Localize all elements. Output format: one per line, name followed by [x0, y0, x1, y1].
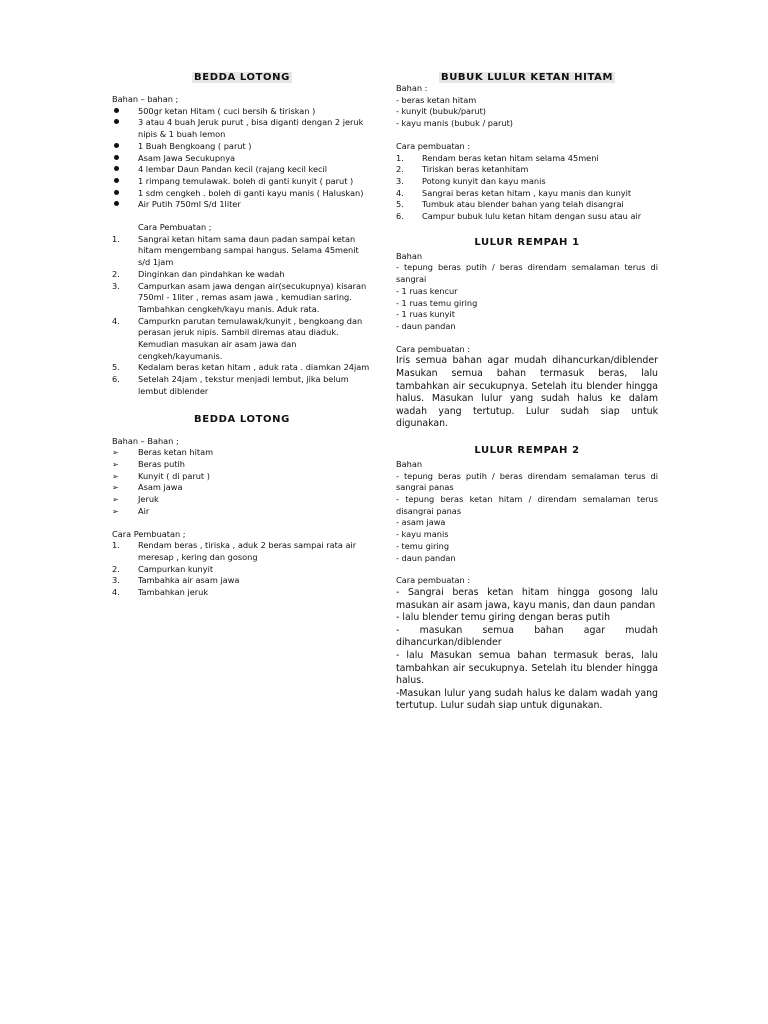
cara-label: Cara pembuatan :: [396, 343, 471, 354]
step-number: 1.: [112, 540, 120, 551]
ingredient-item-text: Kunyit ( di parut ): [138, 470, 210, 481]
bullet-icon: [114, 190, 119, 195]
ingredient-item: [112, 141, 372, 153]
step-number: 2.: [112, 563, 120, 574]
bahan-label: Bahan – Bahan ;: [112, 435, 179, 446]
ingredient-item-text: Jeruk: [138, 494, 159, 505]
step-item-text: Dinginkan dan pindahkan ke wadah: [138, 268, 285, 279]
step-number: 4.: [112, 587, 120, 598]
step-number: 2.: [112, 268, 120, 279]
ingredient-item-text: 1 rimpang temulawak. boleh di ganti kunyit ( parut ): [138, 175, 354, 186]
ingredient-item: [112, 199, 372, 211]
ingredient-item: - kayu manis (bubuk / parut): [396, 118, 513, 129]
step-number: 1.: [396, 152, 404, 163]
ingredient-list: [112, 447, 372, 517]
method-item: - lalu Masukan semua bahan termasuk beras, lalu tambahkan air secukupnya. Setelah itu blender hingga halus.: [396, 649, 658, 687]
ingredient-item: [112, 176, 372, 188]
arrow-bullet-icon: ➢: [112, 459, 119, 469]
method-item: - masukan semua bahan agar mudah dihancurkan/diblender: [396, 624, 658, 649]
section-title: BEDDA LOTONG: [194, 72, 290, 83]
method-list: [396, 587, 658, 713]
step-item: [112, 234, 372, 269]
ingredient-item: - daun pandan: [396, 552, 456, 563]
ingredient-item: - daun pandan: [396, 320, 456, 331]
step-item-text: Rendam beras , tiriska , aduk 2 beras sampai rata air meresap , kering dan gosong: [138, 540, 357, 562]
ingredient-item: [112, 494, 372, 506]
arrow-bullet-icon: ➢: [112, 483, 119, 493]
ingredient-item: - tepung beras ketan hitam / direndam semalaman terus disangrai panas: [396, 494, 658, 516]
ingredient-item: [112, 482, 372, 494]
step-number: 6.: [396, 211, 404, 222]
ingredient-item-text: Asam jawa: [138, 482, 183, 493]
step-item: [396, 211, 658, 223]
step-item-text: Tiriskan beras ketanhitam: [422, 164, 529, 175]
bullet-icon: [114, 155, 119, 160]
step-item: [112, 269, 372, 281]
ingredient-item-text: Beras ketan hitam: [138, 447, 214, 458]
step-item: [112, 374, 372, 397]
ingredient-item: - 1 ruas kencur: [396, 285, 458, 296]
method-paragraph: Iris semua bahan agar mudah dihancurkan/diblender Masukan semua bahan termasuk beras, lalu tambahkan air secukupnya. Setelah itu blender hingga halus. Masukan lulur yang sudah halus ke dalam wadah yang tertutup. Lulur sudah siap untuk digunakan.: [396, 355, 658, 430]
cara-label: Cara Pembuatan ;: [138, 222, 212, 233]
step-item-text: Campurkan kunyit: [138, 563, 214, 574]
arrow-bullet-icon: ➢: [112, 506, 119, 516]
step-item: [112, 281, 372, 316]
ingredient-item-text: Beras putih: [138, 458, 185, 469]
step-item-text: Sangrai ketan hitam sama daun padan sampai ketan hitam mengembang sampai hangus. Selama 45menit s/d 1jam: [138, 233, 359, 268]
ingredient-item: - temu giring: [396, 540, 450, 551]
step-number: 6.: [112, 374, 120, 385]
step-item: [112, 316, 372, 363]
ingredient-item: [112, 117, 372, 140]
step-number: 3.: [112, 575, 120, 586]
ingredient-item: [112, 447, 372, 459]
step-item: [396, 164, 658, 176]
ingredient-item: - kunyit (bubuk/parut): [396, 106, 486, 117]
step-item: [396, 153, 658, 165]
arrow-bullet-icon: ➢: [112, 495, 119, 505]
arrow-bullet-icon: ➢: [112, 471, 119, 481]
ingredient-item: [112, 153, 372, 165]
bahan-label: Bahan – bahan ;: [112, 94, 179, 104]
step-item-text: Potong kunyit dan kayu manis: [422, 175, 546, 186]
section-title: BUBUK LULUR KETAN HITAM: [440, 72, 613, 83]
bahan-label: Bahan :: [396, 83, 428, 93]
arrow-bullet-icon: ➢: [112, 448, 119, 458]
cara-label: Cara pembuatan :: [396, 140, 471, 151]
bullet-icon: [114, 143, 119, 148]
ingredient-item: [112, 106, 372, 118]
step-item: [396, 188, 658, 200]
ingredient-item-text: 1 Buah Bengkoang ( parut ): [138, 140, 252, 151]
left-column: [112, 72, 372, 599]
step-number: 5.: [112, 362, 120, 373]
step-number: 4.: [112, 315, 120, 326]
ingredient-item-text: 3 atau 4 buah Jeruk purut , bisa diganti dengan 2 jeruk nipis & 1 buah lemon: [138, 117, 364, 140]
section-title: LULUR REMPAH 2: [474, 444, 580, 456]
cara-label: Cara pembuatan :: [396, 575, 471, 586]
step-item-text: Rendam beras ketan hitam selama 45meni: [422, 152, 599, 163]
step-item-text: Tumbuk atau blender bahan yang telah disangrai: [422, 199, 624, 210]
step-item: [112, 575, 372, 587]
ingredient-item-text: 500gr ketan Hitam ( cuci bersih & tiriskan ): [138, 105, 316, 116]
ingredient-item: - kayu manis: [396, 529, 449, 540]
step-item-text: Sangrai beras ketan hitam , kayu manis dan kunyit: [422, 187, 632, 198]
method-item: -Masukan lulur yang sudah halus ke dalam wadah yang tertutup. Lulur sudah siap untuk digunakan.: [396, 687, 658, 712]
step-item-text: Campurkan asam jawa dengan air(secukupnya) kisaran 750ml - 1liter , remas asam jawa , kemudian saring. Tambahkan cengkeh/kayu manis. Aduk rata.: [138, 280, 367, 314]
step-number: 4.: [396, 187, 404, 198]
step-number: 1.: [112, 233, 120, 244]
section-title: LULUR REMPAH 1: [474, 236, 580, 248]
steps-list: [112, 234, 372, 398]
step-item: [112, 564, 372, 576]
ingredient-item-text: Asam Jawa Secukupnya: [138, 152, 236, 163]
bahan-label: Bahan: [396, 250, 423, 261]
method-item: - lalu blender temu giring dengan beras putih: [396, 612, 611, 624]
ingredient-item: - 1 ruas temu giring: [396, 297, 478, 308]
ingredient-item: - tepung beras putih / beras direndam semalaman terus di sangrai: [396, 262, 658, 285]
step-item: [396, 199, 658, 211]
bullet-icon: [114, 166, 119, 171]
bullet-icon: [114, 119, 119, 124]
right-column: [396, 72, 658, 713]
ingredient-item-text: 1 sdm cengkeh . boleh di ganti kayu manis ( Haluskan): [138, 187, 364, 198]
ingredient-item: [112, 506, 372, 518]
step-item: [112, 540, 372, 563]
ingredient-item: - tepung beras putih / beras direndam semalaman terus di sangrai panas: [396, 470, 658, 493]
ingredient-item: - asam jawa: [396, 517, 446, 528]
cara-label: Cara Pembuatan ;: [112, 528, 186, 539]
ingredient-item: [112, 471, 372, 483]
ingredient-list: [396, 262, 658, 332]
steps-list: [396, 153, 658, 223]
method-item: - Sangrai beras ketan hitam hingga gosong lalu masukan air asam jawa, kayu manis, dan daun pandan: [396, 586, 658, 611]
steps-list: [112, 540, 372, 599]
step-item-text: Campur bubuk lulu ketan hitam dengan susu atau air: [422, 211, 642, 222]
ingredient-item: - beras ketan hitam: [396, 94, 477, 105]
ingredient-list: [112, 106, 372, 211]
ingredient-item: [112, 459, 372, 471]
step-item: [112, 587, 372, 599]
step-number: 3.: [112, 280, 120, 291]
bullet-icon: [114, 108, 119, 113]
ingredient-item-text: Air Putih 750ml S/d 1liter: [138, 199, 241, 210]
ingredient-item: [112, 188, 372, 200]
step-item-text: Setelah 24jam , tekstur menjadi lembut, jika belum lembut diblender: [138, 374, 349, 396]
ingredient-list: [396, 471, 658, 565]
ingredient-item: [112, 164, 372, 176]
step-number: 5.: [396, 199, 404, 210]
ingredient-item-text: Air: [138, 505, 150, 516]
ingredient-item: - 1 ruas kunyit: [396, 309, 456, 320]
bahan-label: Bahan: [396, 458, 423, 469]
ingredient-list: [396, 95, 658, 130]
step-number: 3.: [396, 175, 404, 186]
step-item-text: Campurkn parutan temulawak/kunyit , bengkoang dan perasan jeruk nipis. Sambil diremas atau diaduk. Kemudian masukan air asam jawa dan cengkeh/kayumanis.: [138, 315, 363, 361]
step-item-text: Kedalam beras ketan hitam , aduk rata . diamkan 24jam: [138, 362, 370, 373]
bullet-icon: [114, 178, 119, 183]
step-item: [112, 362, 372, 374]
step-item: [396, 176, 658, 188]
section-title: BEDDA LOTONG: [194, 413, 290, 425]
step-item-text: Tambahka air asam jawa: [138, 575, 240, 586]
bullet-icon: [114, 201, 119, 206]
step-item-text: Tambahkan jeruk: [138, 587, 209, 598]
ingredient-item-text: 4 lembar Daun Pandan kecil (rajang kecil kecil: [138, 164, 328, 175]
step-number: 2.: [396, 164, 404, 175]
